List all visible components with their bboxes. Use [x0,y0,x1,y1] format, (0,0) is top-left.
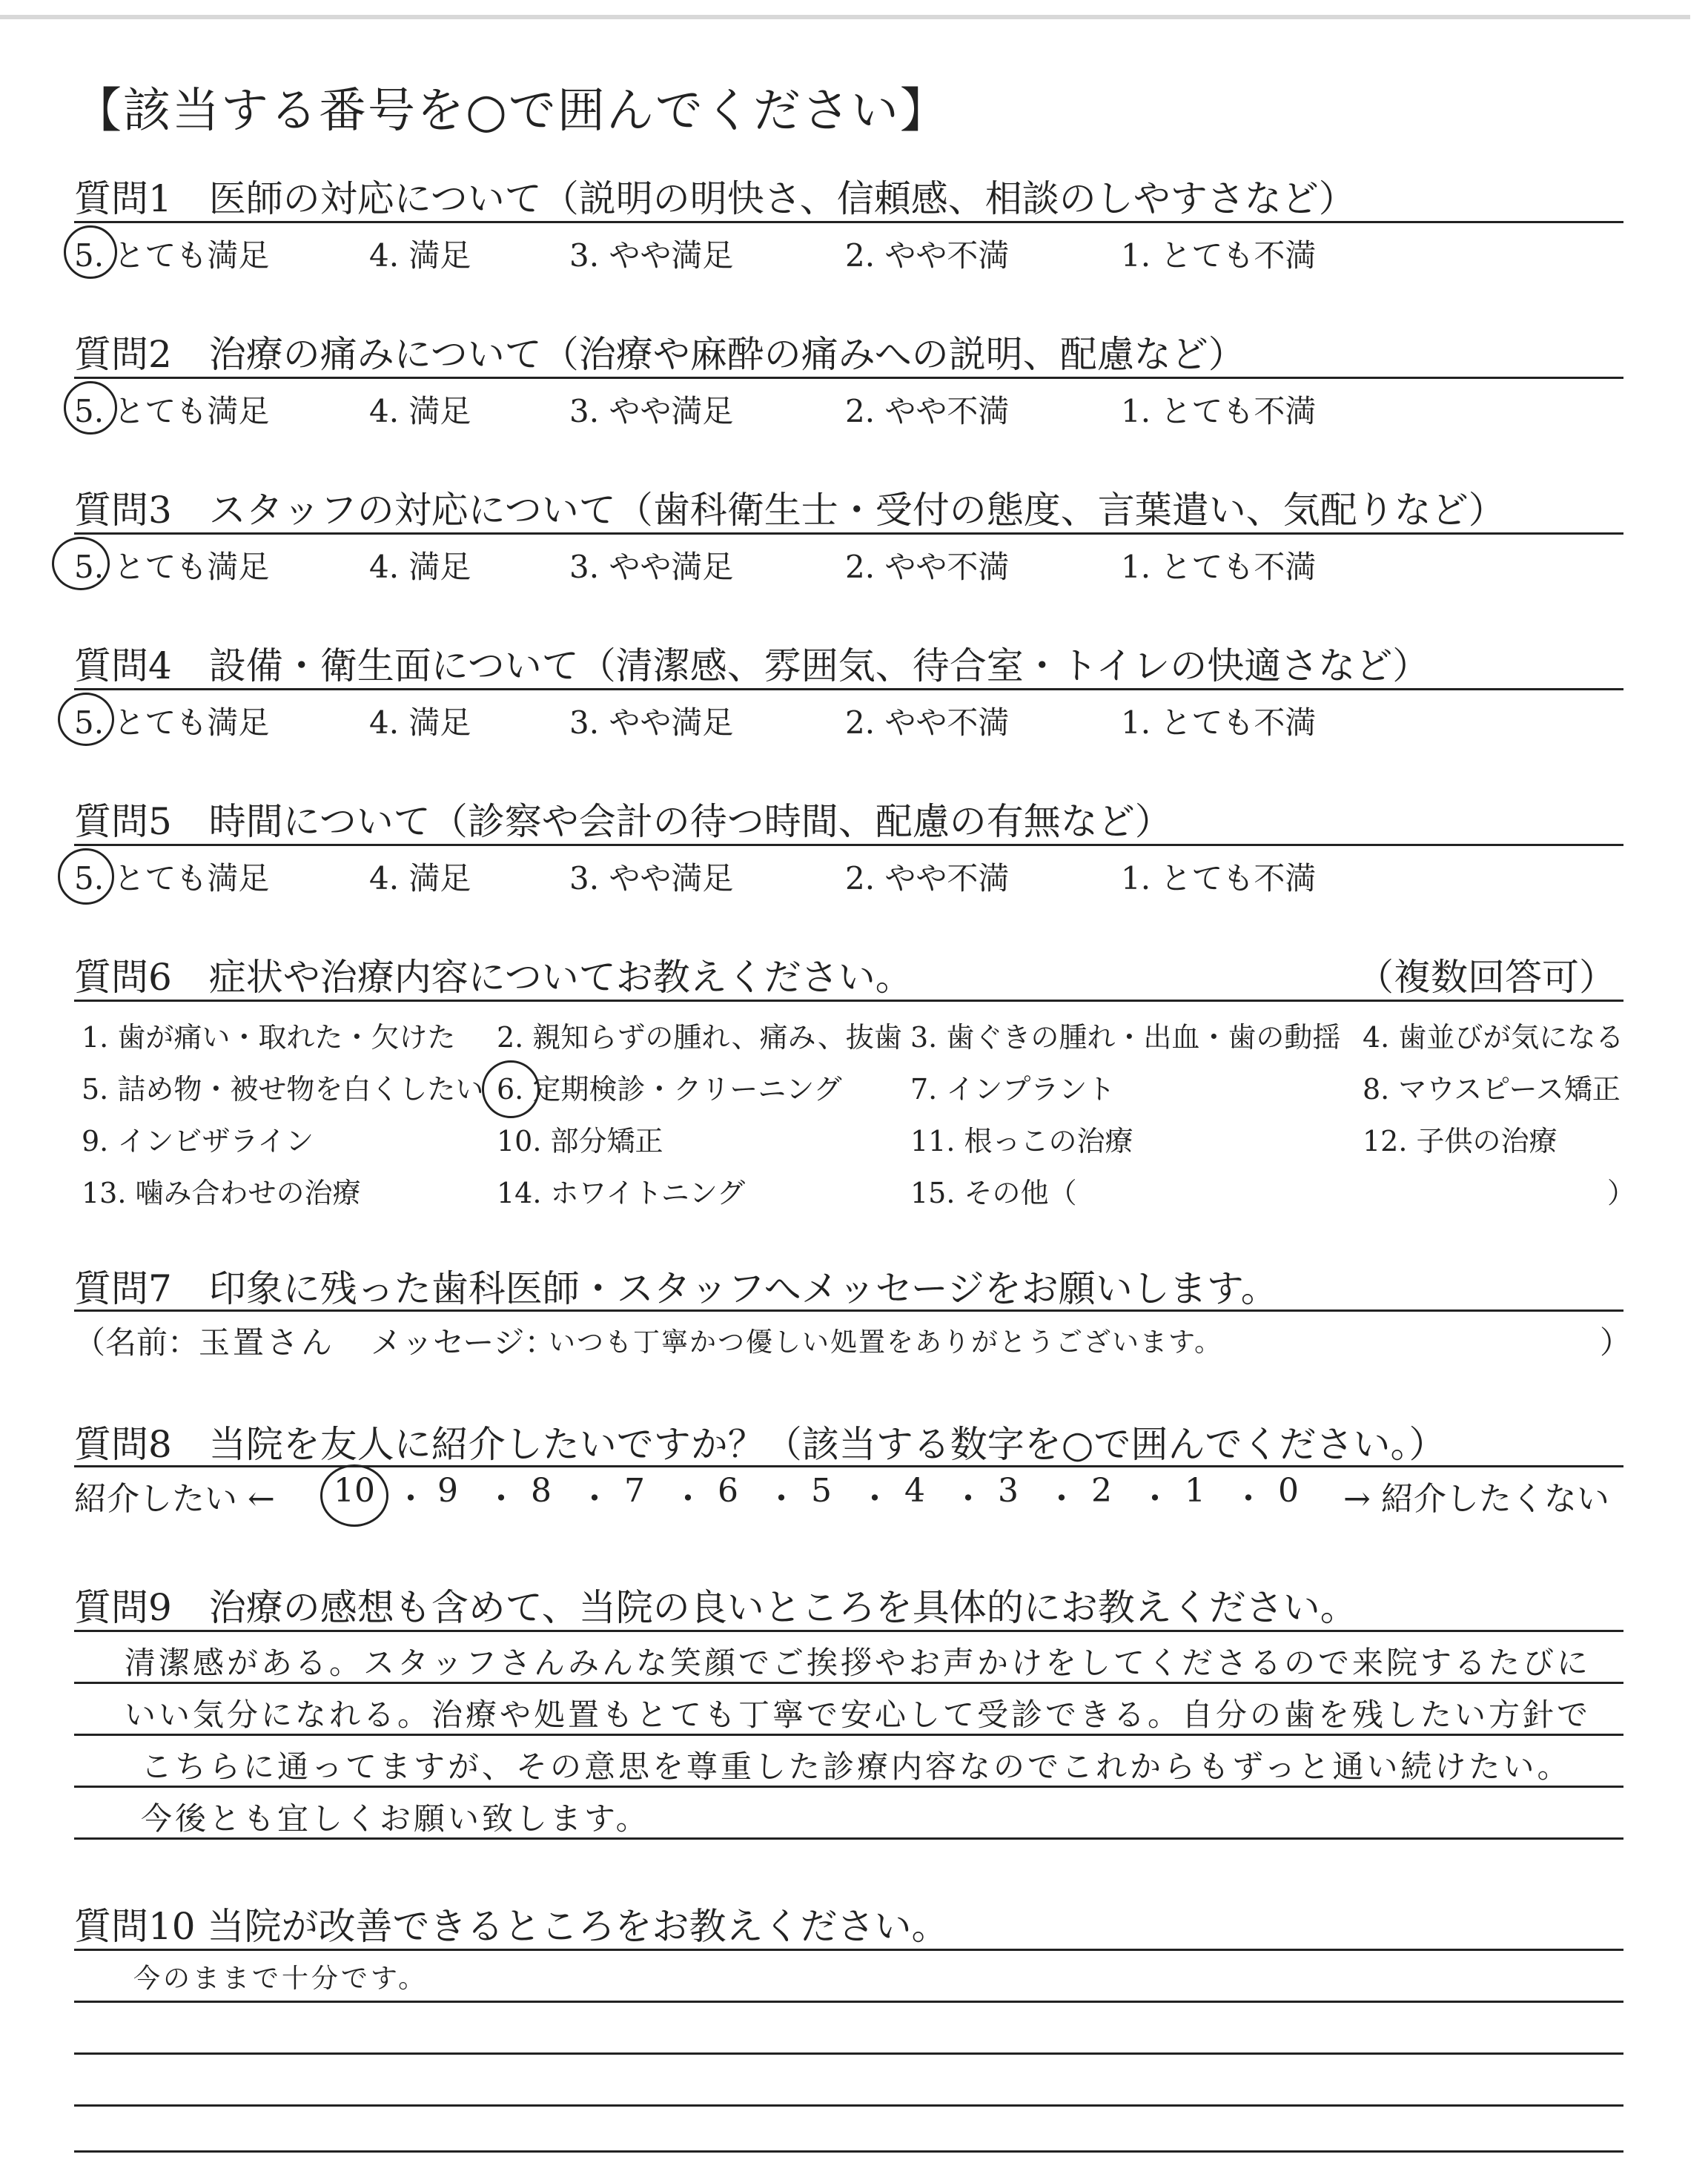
q3-option-1[interactable]: 1. とても不満 [1121,549,1317,585]
q8-dot: ・ [1139,1480,1171,1518]
q6-item-10[interactable]: 10. 部分矯正 [497,1125,663,1157]
q1-selected-circle [64,225,117,279]
q7-name-label: （名前： [74,1324,199,1361]
question-6-rule [74,1000,1623,1002]
question-7-rule [74,1309,1623,1312]
q8-dot: ・ [858,1480,891,1518]
q5-option-5[interactable]: 5. とても満足 [74,860,270,896]
q8-dot: ・ [1232,1480,1265,1518]
question-1-options [74,231,1623,283]
q5-option-2[interactable]: 2. やや不満 [845,860,1010,896]
q4-selected-circle [58,693,114,746]
q6-item-5[interactable]: 5. 詰め物・被せ物を白くしたい [82,1073,484,1106]
question-3-rule [74,532,1623,535]
q1-option-3[interactable]: 3. やや満足 [569,237,734,274]
q6-item-2[interactable]: 2. 親知らずの腫れ、痛み、抜歯 [497,1021,902,1054]
q8-scale-4[interactable]: 4 [904,1472,925,1510]
q8-recommend-scale [74,1472,1623,1524]
q10-line-rule-2 [74,2052,1623,2055]
q8-scale-3[interactable]: 3 [998,1472,1019,1510]
q6-item-13[interactable]: 13. 噛み合わせの治療 [82,1177,361,1209]
q5-selected-circle [58,848,114,905]
q6-selected-circle [482,1060,540,1118]
q10-line-rule-0 [74,1949,1623,1951]
question-4-label: 質問4 設備・衛生面について（清潔感、雰囲気、待合室・トイレの快適さなど） [74,644,1430,687]
q7-close: ） [1600,1324,1632,1361]
page-top-edge [0,15,1690,19]
q7-name-value[interactable]: 玉置さん [199,1324,336,1361]
q6-item-8[interactable]: 8. マウスピース矯正 [1363,1073,1621,1106]
question-6-options-grid [82,1014,1636,1222]
q9-answer-line-1[interactable]: 清潔感がある。スタッフさんみんな笑顔でご挨拶やお声かけをしてくださるので来院するたびに [125,1645,1592,1681]
page-title: 【該当する番号を○で囲んでください】 [74,84,949,139]
q10-line-rule-1 [74,2001,1623,2003]
q6-item-11[interactable]: 11. 根っこの治療 [910,1125,1133,1157]
q8-dot: ・ [394,1480,427,1518]
q9-line-rule-3 [74,1786,1623,1788]
q10-line-rule-3 [74,2104,1623,2107]
q6-item-1[interactable]: 1. 歯が痛い・取れた・欠けた [82,1021,456,1054]
question-8-label: 質問8 当院を友人に紹介したいですか？（該当する数字を○で囲んでください。） [74,1423,1446,1466]
q7-message-label: メッセージ： [371,1324,556,1361]
q6-other-close: ） [1607,1177,1636,1209]
q8-scale-7[interactable]: 7 [624,1472,645,1510]
q6-item-7[interactable]: 7. インプラント [910,1073,1116,1106]
q9-answer-line-3[interactable]: こちらに通ってますが、その意思を尊重した診療内容なのでこれからもずっと通い続けたい。 [141,1748,1572,1785]
q4-option-5[interactable]: 5. とても満足 [74,704,270,741]
q8-dot: ・ [485,1480,517,1518]
q8-scale-10[interactable]: 10 [334,1472,375,1510]
q2-option-5[interactable]: 5. とても満足 [74,393,270,429]
q4-option-1[interactable]: 1. とても不満 [1121,704,1317,741]
q6-item-4[interactable]: 4. 歯並びが気になる [1363,1021,1624,1054]
q8-left-label: 紹介したい ← [74,1480,275,1518]
question-2-options [74,387,1623,439]
q8-scale-6[interactable]: 6 [718,1472,738,1510]
q8-scale-9[interactable]: 9 [437,1472,458,1510]
q6-item-12[interactable]: 12. 子供の治療 [1363,1125,1558,1157]
q10-answer-line-1[interactable]: 今のままで十分です。 [133,1964,428,1994]
question-5-label: 質問5 時間について（診察や会計の待つ時間、配慮の有無など） [74,800,1172,843]
q8-dot: ・ [765,1480,798,1518]
question-2-rule [74,377,1623,379]
q6-item-14[interactable]: 14. ホワイトニング [497,1177,746,1209]
q5-option-3[interactable]: 3. やや満足 [569,860,734,896]
q9-line-rule-2 [74,1734,1623,1736]
q8-scale-8[interactable]: 8 [531,1472,552,1510]
q5-option-1[interactable]: 1. とても不満 [1121,860,1317,896]
q10-line-rule-4 [74,2150,1623,2153]
question-7-label: 質問7 印象に残った歯科医師・スタッフへメッセージをお願いします。 [74,1267,1278,1310]
q7-answer-row [74,1318,1632,1370]
q9-line-rule-0 [74,1630,1623,1632]
q9-answer-line-4[interactable]: 今後とも宜しくお願い致します。 [141,1800,650,1837]
q8-scale-5[interactable]: 5 [811,1472,832,1510]
q9-answer-line-2[interactable]: いい気分になれる。治療や処置もとても丁寧で安心して受診できる。自分の歯を残したい方針で [125,1697,1592,1733]
q9-line-rule-1 [74,1682,1623,1684]
q6-item-3[interactable]: 3. 歯ぐきの腫れ・出血・歯の動揺 [910,1021,1341,1054]
q4-option-3[interactable]: 3. やや満足 [569,704,734,741]
q8-dot: ・ [952,1480,984,1518]
question-3-label: 質問3 スタッフの対応について（歯科衛生士・受付の態度、言葉遣い、気配りなど） [74,489,1506,532]
q8-dot: ・ [1045,1480,1078,1518]
question-1-rule [74,221,1623,223]
question-1-label: 質問1 医師の対応について（説明の明快さ、信頼感、相談のしやすさなど） [74,177,1356,220]
q8-dot: ・ [578,1480,611,1518]
q9-line-rule-4 [74,1837,1623,1840]
q6-item-9[interactable]: 9. インビザライン [82,1125,314,1157]
q2-option-1[interactable]: 1. とても不満 [1121,393,1317,429]
q1-option-5[interactable]: 5. とても満足 [74,237,270,274]
q8-scale-2[interactable]: 2 [1091,1472,1112,1510]
q4-option-2[interactable]: 2. やや不満 [845,704,1010,741]
q6-item-6[interactable]: 6. 定期検診・クリーニング [497,1073,842,1106]
question-4-rule [74,688,1623,690]
question-6-note: （複数回答可） [1357,956,1616,999]
question-8-rule [74,1465,1623,1467]
question-5-rule [74,844,1623,846]
q1-option-4[interactable]: 4. 満足 [369,237,471,274]
question-2-label: 質問2 治療の痛みについて（治療や麻酔の痛みへの説明、配慮など） [74,333,1245,376]
q1-option-2[interactable]: 2. やや不満 [845,237,1010,274]
q2-option-3[interactable]: 3. やや満足 [569,393,734,429]
q3-option-5[interactable]: 5. とても満足 [74,549,270,585]
question-5-options [74,854,1623,906]
q2-selected-circle [64,381,117,435]
q7-message-value[interactable]: いつも丁寧かつ優しい処置をありがとうございます。 [549,1327,1223,1358]
q8-right-label: → 紹介したくない [1343,1480,1609,1518]
q8-selected-circle [320,1464,388,1527]
question-4-options [74,698,1623,750]
q5-option-4[interactable]: 4. 満足 [369,860,471,896]
q3-option-2[interactable]: 2. やや不満 [845,549,1010,585]
q3-option-3[interactable]: 3. やや満足 [569,549,734,585]
q4-option-4[interactable]: 4. 満足 [369,704,471,741]
q1-option-1[interactable]: 1. とても不満 [1121,237,1317,274]
q2-option-2[interactable]: 2. やや不満 [845,393,1010,429]
q2-option-4[interactable]: 4. 満足 [369,393,471,429]
q3-selected-circle [52,537,110,590]
question-3-options [74,543,1623,595]
question-9-label: 質問9 治療の感想も含めて、当院の良いところを具体的にお教えください。 [74,1586,1357,1629]
q8-dot: ・ [672,1480,704,1518]
q8-scale-1[interactable]: 1 [1185,1472,1205,1510]
question-6-label: 質問6 症状や治療内容についてお教えください。 [74,956,913,999]
q3-option-4[interactable]: 4. 満足 [369,549,471,585]
q6-item-15[interactable]: 15. その他（ [910,1177,1077,1209]
question-10-label: 質問10 当院が改善できるところをお教えください。 [74,1905,949,1948]
q8-scale-0[interactable]: 0 [1278,1472,1299,1510]
